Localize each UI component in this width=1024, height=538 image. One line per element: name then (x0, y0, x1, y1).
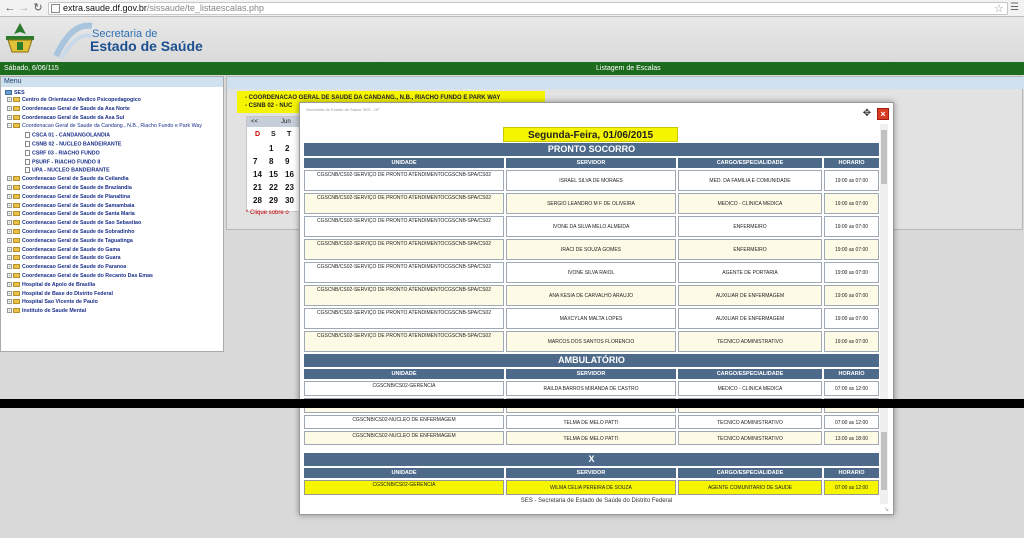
sidebar-item[interactable] (7, 299, 98, 306)
cell-unidade: CGSCNB/CS02-SERVIÇO DE PRONTO ATENDIMENTOCGSCNB-SPA/CS02 (304, 170, 504, 191)
cell-horario: 19:00 as 07:00 (824, 285, 879, 306)
calendar-day[interactable]: 22 (269, 183, 278, 192)
calendar-day[interactable]: 16 (285, 170, 294, 179)
expand-icon[interactable]: + (8, 105, 11, 111)
sidebar-item[interactable] (7, 194, 130, 201)
sidebar-item[interactable] (7, 185, 132, 192)
calendar-day[interactable]: 1 (269, 144, 274, 153)
scrollbar-thumb[interactable] (881, 130, 887, 184)
table-header-row (304, 468, 879, 478)
calendar-weekday: S (271, 131, 276, 138)
sidebar-item-label: Instituto de Saude Mental (22, 308, 87, 315)
brand-line2: Estado de Saúde (90, 38, 203, 54)
sidebar-item[interactable] (7, 123, 202, 130)
cell-servidor: ANA KESIA DE CARVALHO ARAUJO (506, 285, 676, 306)
sidebar-item-label: CSRF 03 - RIACHO FUNDO (32, 150, 100, 157)
folder-icon (13, 291, 20, 296)
calendar-day[interactable]: 2 (285, 144, 290, 153)
column-header: CARGO/ESPECIALIDADE (678, 369, 822, 379)
sidebar-item[interactable] (7, 282, 95, 289)
sidebar-item-label: Coordenacao Geral de Saude de Brazlandia (22, 185, 132, 191)
sidebar-item-label: Coordenacao Geral de Saude do Gama (22, 246, 121, 253)
table-row[interactable] (304, 431, 879, 447)
sidebar-item[interactable] (7, 97, 141, 104)
cell-unidade: CGSCNB/CS02-SERVIÇO DE PRONTO ATENDIMENTOCGSCNB-SPA/CS02 (304, 262, 504, 283)
column-header: HORARIO (824, 158, 879, 168)
calendar-day[interactable]: 28 (253, 196, 262, 205)
cell-horario: 19:00 as 07:00 (824, 170, 879, 191)
sidebar-item-label: CSCA 01 - CANDANGOLANDIA (32, 132, 111, 139)
table-row[interactable] (304, 285, 879, 308)
cell-horario: 07:00 as 12:00 (824, 381, 879, 396)
sidebar-item-label: Coordenacao Geral de Saude de Planaltina (22, 193, 131, 200)
sidebar-item-label: Coordenacao Geral de Saude do Recanto Das Emas (22, 273, 153, 279)
top-status-bar (0, 62, 1024, 75)
expand-icon[interactable]: + (8, 220, 11, 226)
cell-horario: 19:00 as 07:00 (824, 331, 879, 352)
sidebar-item[interactable] (7, 247, 120, 254)
sidebar-item-label: Coordenacao Geral de Saude de Taguatinga (22, 237, 133, 244)
column-header: UNIDADE (304, 468, 504, 478)
expand-icon[interactable]: + (8, 185, 11, 191)
sidebar-item-label: Hospital de Apoio de Brasilia (22, 281, 96, 288)
calendar-weekday: T (287, 131, 292, 138)
globe-icon (5, 90, 12, 95)
folder-icon (13, 238, 20, 243)
cell-servidor: TELMA DE MELO PATTI (506, 431, 676, 445)
calendar-day[interactable]: 9 (285, 157, 290, 166)
column-header: HORARIO (824, 369, 879, 379)
section-title: PRONTO SOCORRO (304, 143, 879, 156)
cell-cargo: MEDICO - CLINICA MEDICA (678, 381, 822, 396)
screen-band (0, 399, 1024, 408)
cell-servidor: ISRAEL SILVA DE MORAES (506, 170, 676, 191)
cell-servidor: WILMA CELIA PEREIRA DE SOUZA (506, 480, 676, 495)
calendar-day[interactable]: 23 (285, 183, 294, 192)
cell-unidade: CGSCNB/CS02-GERENCIA (304, 381, 504, 396)
folder-icon (13, 282, 20, 287)
sidebar-item[interactable] (7, 238, 133, 245)
table-header-row (304, 158, 879, 168)
folder-icon (13, 194, 20, 199)
calendar-day[interactable]: 15 (269, 170, 278, 179)
page-icon (51, 4, 60, 13)
cell-cargo: MEDICO - CLINICA MEDICA (678, 193, 822, 214)
folder-icon (13, 203, 20, 208)
cell-horario: 07:00 as 12:00 (824, 415, 879, 429)
sidebar-item-label: Coordenacao Geral de Saude de Samambaia (22, 202, 135, 209)
cell-unidade: CGSCNB/CS02-NUCLEO DE ENFERMAGEM (304, 431, 504, 445)
document-icon (25, 141, 30, 147)
calendar-prev-button[interactable]: << (251, 119, 259, 125)
table-row[interactable] (304, 415, 879, 431)
column-header: SERVIDOR (506, 468, 676, 478)
sidebar-item[interactable] (7, 106, 130, 113)
table-row[interactable] (304, 308, 879, 331)
address-bar[interactable] (48, 2, 1008, 15)
expand-icon[interactable]: + (8, 211, 11, 217)
forward-arrow-icon[interactable]: → (18, 2, 30, 14)
sidebar-item[interactable] (25, 159, 100, 166)
folder-icon (13, 106, 20, 111)
document-icon (25, 167, 30, 173)
sidebar-item-label: PSURF - RIACHO FUNDO II (32, 159, 101, 165)
cell-servidor: SERGIO LEANDRO M F DE OLIVEIRA (506, 193, 676, 214)
browser-toolbar (0, 0, 1024, 17)
cell-servidor: RAILDA BARROS MIRANDA DE CASTRO (506, 381, 676, 396)
sidebar-item-label: Coordenacao Geral de Saude do Paranoa (22, 264, 127, 271)
cell-cargo: TECNICO ADMINISTRATIVO (678, 415, 822, 429)
calendar-header (247, 117, 305, 127)
unit-title-line2: - CSNB 02 - NUC (245, 103, 293, 109)
sidebar-item-label: Coordenacao Geral de Saude da Candang., N.B., Riacho Fundo e Park Way (22, 123, 203, 130)
sidebar-item-label: CSNB 02 - NUCLEO BANDEIRANTE (32, 141, 122, 148)
cell-horario: 13:00 as 18:00 (824, 431, 879, 445)
tree-root-ses[interactable] (5, 90, 25, 97)
sidebar-item[interactable] (7, 211, 135, 218)
url-path: /sissaude/te_listaescalas.php (146, 3, 264, 13)
expand-icon[interactable]: + (8, 114, 11, 120)
calendar-day[interactable]: 21 (253, 183, 262, 192)
table-row[interactable] (304, 216, 879, 239)
sidebar-item-label: Hospital Sao Vicente de Paulo (22, 299, 98, 306)
expand-icon[interactable]: + (8, 97, 11, 103)
cell-horario: 07:00 as 12:00 (824, 480, 879, 495)
folder-icon (13, 264, 20, 269)
calendar-day[interactable]: 29 (269, 196, 278, 205)
table-row[interactable] (304, 480, 879, 497)
column-header: UNIDADE (304, 369, 504, 379)
section-title: X (304, 453, 879, 466)
dialog-mini-header: Secretaria de Estado de Saúde SES - DF (306, 107, 380, 112)
sidebar-item-label: Hospital de Base do Distrito Federal (22, 290, 113, 297)
folder-icon (13, 123, 20, 128)
column-header: UNIDADE (304, 158, 504, 168)
url-host: extra.saude.df.gov.br (63, 3, 147, 13)
sidebar-item[interactable] (7, 308, 86, 315)
cell-unidade: CGSCNB/CS02-GERENCIA (304, 480, 504, 495)
content-header-strip (227, 77, 1024, 89)
sidebar-item[interactable] (25, 150, 100, 157)
folder-icon (13, 185, 20, 190)
calendar-day[interactable]: 7 (253, 157, 258, 166)
collapse-icon[interactable]: − (8, 123, 11, 129)
expand-icon[interactable]: + (8, 264, 11, 270)
expand-icon[interactable]: + (8, 176, 11, 182)
expand-icon[interactable]: + (8, 281, 11, 287)
folder-icon (13, 299, 20, 304)
column-header: CARGO/ESPECIALIDADE (678, 158, 822, 168)
sidebar-item-label: Coordenacao Geral de Saude da Ceilandia (22, 176, 129, 183)
cell-servidor: MAXCYLAN MALTA LOPES (506, 308, 676, 329)
cell-unidade: CGSCNB/CS02-SERVIÇO DE PRONTO ATENDIMENTOCGSCNB-SPA/CS02 (304, 285, 504, 306)
cell-unidade: CGSCNB/CS02-SERVIÇO DE PRONTO ATENDIMENTOCGSCNB-SPA/CS02 (304, 308, 504, 329)
cell-cargo: AGENTE COMUNITARIO DE SAUDE (678, 480, 822, 495)
sidebar-item[interactable] (25, 167, 110, 174)
page-title: Listagem de Escalas (596, 65, 661, 72)
cell-cargo: MED. DA FAMILIA E COMUNIDADE (678, 170, 822, 191)
calendar-month: Jun (281, 119, 291, 125)
cell-horario: 19:00 as 07:00 (824, 193, 879, 214)
expand-icon[interactable]: + (8, 246, 11, 252)
expand-icon[interactable]: + (8, 308, 11, 314)
cell-horario: 19:00 as 07:00 (824, 239, 879, 260)
table-row[interactable] (304, 381, 879, 398)
section-title: AMBULATÓRIO (304, 354, 879, 367)
document-icon (25, 132, 30, 138)
cell-unidade: CGSCNB/CS02-SERVIÇO DE PRONTO ATENDIMENTOCGSCNB-SPA/CS02 (304, 331, 504, 352)
folder-icon (13, 229, 20, 234)
table-row[interactable] (304, 331, 879, 354)
cell-cargo: TECNICO ADMINISTRATIVO (678, 431, 822, 445)
cell-horario: 19:00 as 07:00 (824, 216, 879, 237)
cell-cargo: AGENTE DE PORTARIA (678, 262, 822, 283)
sidebar-item-label: Coordenacao Geral de Saude de Sao Sebastiao (22, 220, 142, 227)
sidebar-item[interactable] (7, 291, 113, 298)
folder-icon (13, 97, 20, 102)
sidebar-item-label: UPA - NUCLEO BANDEIRANTE (32, 167, 110, 174)
day-title: Segunda-Feira, 01/06/2015 (503, 127, 678, 142)
cell-unidade: CGSCNB/CS02-SERVIÇO DE PRONTO ATENDIMENTOCGSCNB-SPA/CS02 (304, 239, 504, 260)
folder-icon (13, 115, 20, 120)
cell-unidade: CGSCNB/CS02-SERVIÇO DE PRONTO ATENDIMENTOCGSCNB-SPA/CS02 (304, 216, 504, 237)
sidebar-item-label: Coordenacao Geral de Saude de Santa Maria (22, 211, 135, 218)
reload-icon[interactable]: ↻ (33, 2, 43, 14)
cell-servidor: TELMA DE MELO PATTI (506, 415, 676, 429)
calendar-note: * Clique sobre o (246, 210, 289, 216)
sidebar-item[interactable] (7, 273, 153, 280)
folder-icon (13, 247, 20, 252)
calendar-weekday: D (255, 131, 261, 138)
sidebar-item-label: Coordenacao Geral de Saude do Guara (22, 255, 121, 262)
brand-line1: Secretaria de (92, 28, 158, 40)
sidebar-item-label: Coordenacao Geral de Saude de Sobradinho (22, 229, 135, 235)
sidebar-item[interactable] (7, 176, 129, 183)
cell-cargo: ENFERMEIRO (678, 216, 822, 237)
document-icon (25, 159, 30, 165)
cell-horario: 19:00 as 07:00 (824, 308, 879, 329)
menu-header: Menu (1, 77, 223, 87)
close-button[interactable]: × (877, 108, 889, 120)
sidebar-item-label: Coordenacao Geral de Saude da Asa Sul (22, 114, 125, 121)
calendar-day[interactable]: 14 (253, 170, 262, 179)
cell-cargo: TECNICO ADMINISTRATIVO (678, 331, 822, 352)
cell-cargo: ENFERMEIRO (678, 239, 822, 260)
sidebar-menu (0, 76, 224, 352)
table-row[interactable] (304, 262, 879, 285)
column-header: CARGO/ESPECIALIDADE (678, 468, 822, 478)
column-header: HORARIO (824, 468, 879, 478)
expand-icon[interactable]: + (8, 299, 11, 305)
cell-cargo: AUXILIAR DE ENFERMAGEM (678, 285, 822, 306)
tree-root-label: SES (14, 90, 25, 96)
bookmark-star-icon[interactable]: ☆ (994, 3, 1004, 15)
cell-servidor: IVONE SILVA RAIOL (506, 262, 676, 283)
back-arrow-icon[interactable]: ← (4, 2, 16, 14)
expand-icon[interactable]: + (8, 255, 11, 261)
cell-servidor: MARCOS DOS SANTOS FLORENCIO (506, 331, 676, 352)
calendar-day[interactable]: 8 (269, 157, 274, 166)
ses-logo-swirl (52, 20, 94, 60)
folder-icon (13, 255, 20, 260)
sidebar-item[interactable] (7, 220, 141, 227)
folder-icon (13, 273, 20, 278)
expand-icon[interactable]: + (8, 229, 11, 235)
cell-servidor: IVONE DA SILVA MELO ALMEIDA (506, 216, 676, 237)
expand-icon[interactable]: + (8, 202, 11, 208)
expand-icon[interactable]: + (8, 193, 11, 199)
sidebar-item[interactable] (7, 203, 134, 210)
calendar-day[interactable]: 30 (285, 196, 294, 205)
calendar-widget (246, 116, 306, 212)
table-row[interactable] (304, 239, 879, 262)
sidebar-item[interactable] (25, 132, 110, 139)
folder-icon (13, 308, 20, 313)
sidebar-item[interactable] (7, 264, 126, 271)
sidebar-item[interactable] (7, 115, 124, 122)
sidebar-item[interactable] (7, 229, 134, 236)
scrollbar-thumb-lower[interactable] (881, 432, 887, 490)
expand-icon[interactable]: + (8, 237, 11, 243)
cell-unidade: CGSCNB/CS02-NUCLEO DE ENFERMAGEM (304, 415, 504, 429)
cell-servidor: IRACI DE SOUZA GOMES (506, 239, 676, 260)
resize-grip-icon[interactable]: ↘ (884, 507, 890, 513)
sidebar-item-label: Coordenacao Geral de Saude da Asa Norte (22, 105, 130, 112)
dialog-footer: SES - Secretaria de Estado de Saúde do Distrito Federal (520, 498, 673, 504)
expand-icon[interactable]: + (8, 273, 11, 279)
table-row[interactable] (304, 193, 879, 216)
folder-icon (13, 211, 20, 216)
cell-cargo: AUXILIAR DE ENFERMAGEM (678, 308, 822, 329)
cell-horario: 19:00 as 07:00 (824, 262, 879, 283)
current-date: Sábado, 6/06/115 (4, 65, 59, 72)
folder-icon (13, 176, 20, 181)
sidebar-item[interactable] (25, 141, 121, 148)
table-header-row (304, 369, 879, 379)
browser-menu-icon[interactable]: ☰ (1010, 2, 1019, 13)
table-row[interactable] (304, 170, 879, 193)
folder-icon (13, 220, 20, 225)
column-header: SERVIDOR (506, 158, 676, 168)
df-crest-logo (4, 22, 36, 58)
sidebar-item-label: Centro de Orientacao Medico Psicopedagogico (22, 97, 141, 103)
expand-icon[interactable]: + (8, 290, 11, 296)
sidebar-item[interactable] (7, 255, 121, 262)
cell-unidade: CGSCNB/CS02-SERVIÇO DE PRONTO ATENDIMENTOCGSCNB-SPA/CS02 (304, 193, 504, 214)
unit-title-line1: - COORDENACAO GERAL DE SAUDE DA CANDANG., N.B., RIACHO FUNDO E PARK WAY (245, 95, 501, 101)
move-icon[interactable]: ✥ (862, 108, 872, 119)
document-icon (25, 150, 30, 156)
column-header: SERVIDOR (506, 369, 676, 379)
